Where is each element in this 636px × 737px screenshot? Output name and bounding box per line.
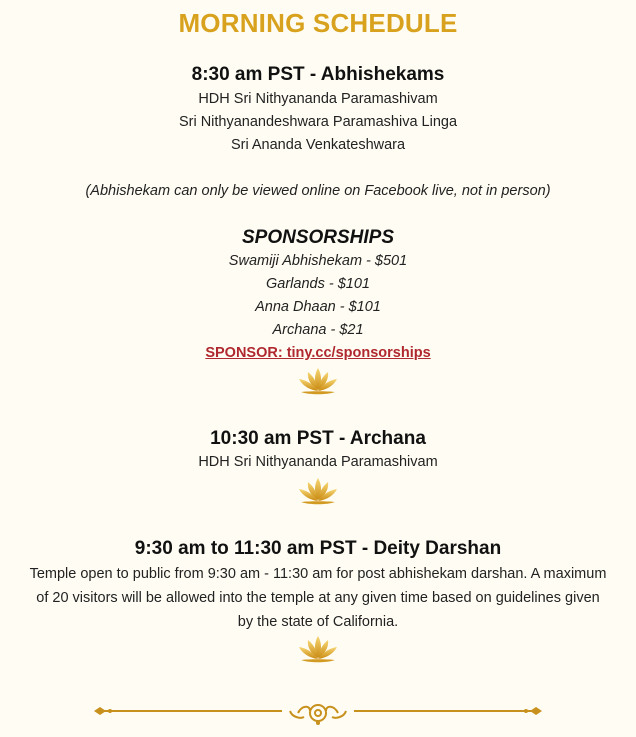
- lotus-icon: [295, 476, 341, 506]
- darshan-paragraph: Temple open to public from 9:30 am - 11:30 am for post abhishekam darshan. A maximum of 20 visitors will be allowed into the temple at any given time based on guidelines given by the state of California.: [29, 566, 607, 630]
- abhishekam-note: (Abhishekam can only be viewed online on Facebook live, not in person): [85, 183, 551, 199]
- darshan-heading: 9:30 am to 11:30 am PST - Deity Darshan: [134, 538, 502, 559]
- sponsor-link[interactable]: SPONSOR: tiny.cc/sponsorships: [205, 345, 431, 361]
- lotus-icon: [295, 634, 341, 664]
- sponsorship-item: Anna Dhaan - $101: [255, 299, 381, 315]
- abhishekam-heading: 8:30 am PST - Abhishekams: [191, 64, 445, 85]
- lotus-icon: [295, 366, 341, 396]
- archana-line-1: HDH Sri Nithyananda Paramashivam: [198, 454, 438, 470]
- ornamental-divider: [92, 697, 544, 727]
- abhishekam-line-1: HDH Sri Nithyananda Paramashivam: [198, 91, 438, 107]
- archana-heading: 10:30 am PST - Archana: [210, 428, 426, 449]
- abhishekam-line-2: Sri Nithyanandeshwara Paramashiva Linga: [178, 114, 458, 130]
- sponsorship-item: Swamiji Abhishekam - $501: [228, 253, 408, 269]
- sponsorship-item: Garlands - $101: [266, 276, 370, 292]
- sponsorships-title: SPONSORSHIPS: [241, 227, 395, 248]
- abhishekam-line-3: Sri Ananda Venkateshwara: [230, 137, 406, 153]
- sponsorship-item: Archana - $21: [272, 322, 364, 338]
- page-title: MORNING SCHEDULE: [178, 8, 458, 38]
